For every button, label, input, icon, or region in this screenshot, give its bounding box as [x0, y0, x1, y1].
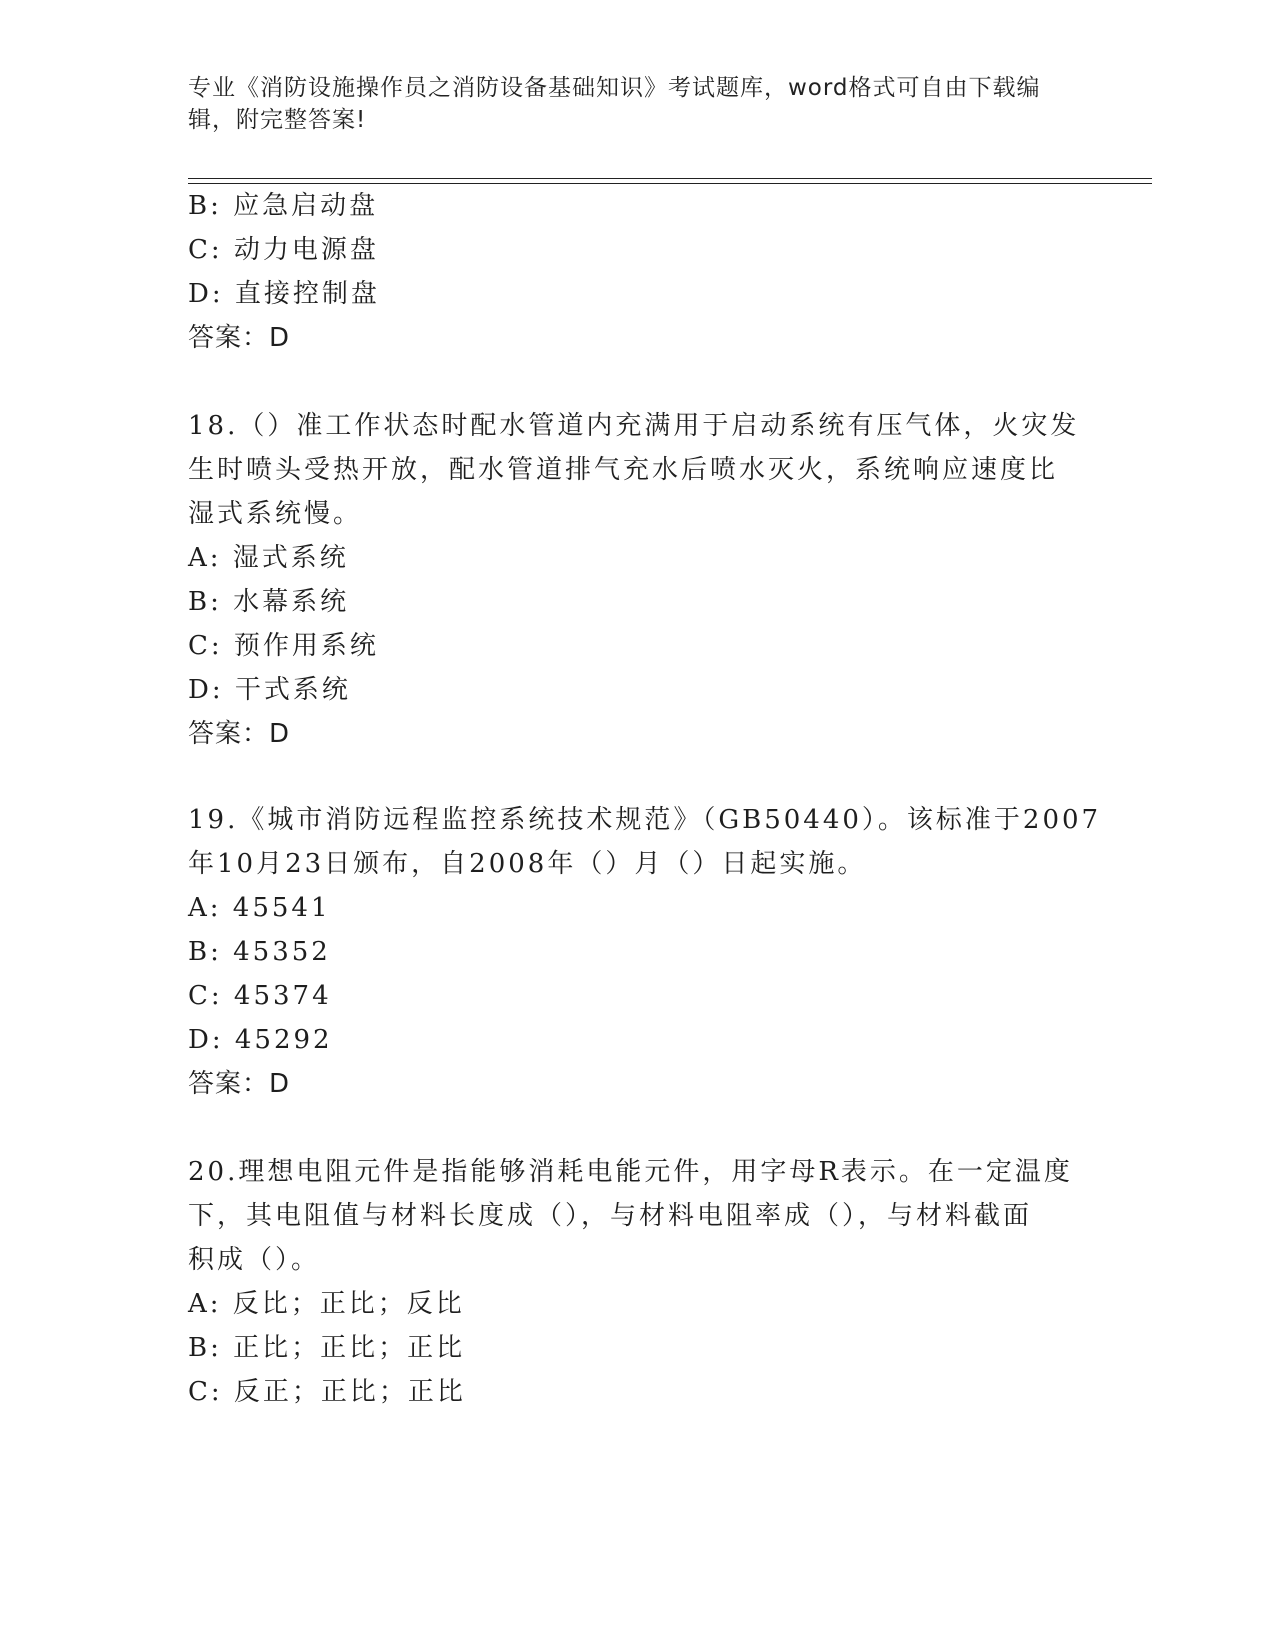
question-20-line-2: 下，其电阻值与材料长度成（），与材料电阻率成（），与材料截面: [188, 1201, 1033, 1231]
option-d: D: 干式系统: [188, 675, 351, 705]
option-d: D: 45292: [188, 1025, 333, 1055]
question-18-line-2: 生时喷头受热开放，配水管道排气充水后喷水灭火，系统响应速度比: [188, 455, 1059, 485]
option-b: B: 45352: [188, 937, 331, 967]
option-c: C: 45374: [188, 981, 332, 1011]
option-c: C: 反正；正比；正比: [188, 1377, 466, 1407]
header-line-2: 辑，附完整答案!: [188, 107, 367, 133]
answer-label: 答案：D: [188, 1069, 291, 1099]
option-a: A: 湿式系统: [188, 543, 349, 573]
question-20-line-1: 20.理想电阻元件是指能够消耗电能元件，用字母R表示。在一定温度: [188, 1157, 1073, 1187]
answer-label: 答案：D: [188, 323, 291, 353]
question-20-line-3: 积成（）。: [188, 1245, 321, 1275]
question-19-line-2: 年10月23日颁布，自2008年（）月（）日起实施。: [188, 849, 867, 879]
option-c: C: 动力电源盘: [188, 235, 379, 265]
option-d: D: 直接控制盘: [188, 279, 380, 309]
document-header: [188, 72, 1068, 136]
question-19-line-1: 19.《城市消防远程监控系统技术规范》（GB50440）。该标准于2007: [188, 805, 1102, 835]
header-divider-top: [188, 178, 1152, 179]
answer-label: 答案：D: [188, 719, 291, 749]
option-b: B: 正比；正比；正比: [188, 1333, 466, 1363]
header-line-1: 专业《消防设施操作员之消防设备基础知识》考试题库，word格式可自由下载编: [188, 75, 1041, 101]
header-divider-bottom: [188, 183, 1152, 184]
option-c: C: 预作用系统: [188, 631, 379, 661]
question-18-line-3: 湿式系统慢。: [188, 499, 363, 529]
question-18-line-1: 18.（）准工作状态时配水管道内充满用于启动系统有压气体，火灾发: [188, 411, 1080, 441]
option-a: A: 反比；正比；反比: [188, 1289, 465, 1319]
option-a: A: 45541: [188, 893, 331, 923]
option-b: B: 水幕系统: [188, 587, 350, 617]
option-b: B: 应急启动盘: [188, 191, 379, 221]
